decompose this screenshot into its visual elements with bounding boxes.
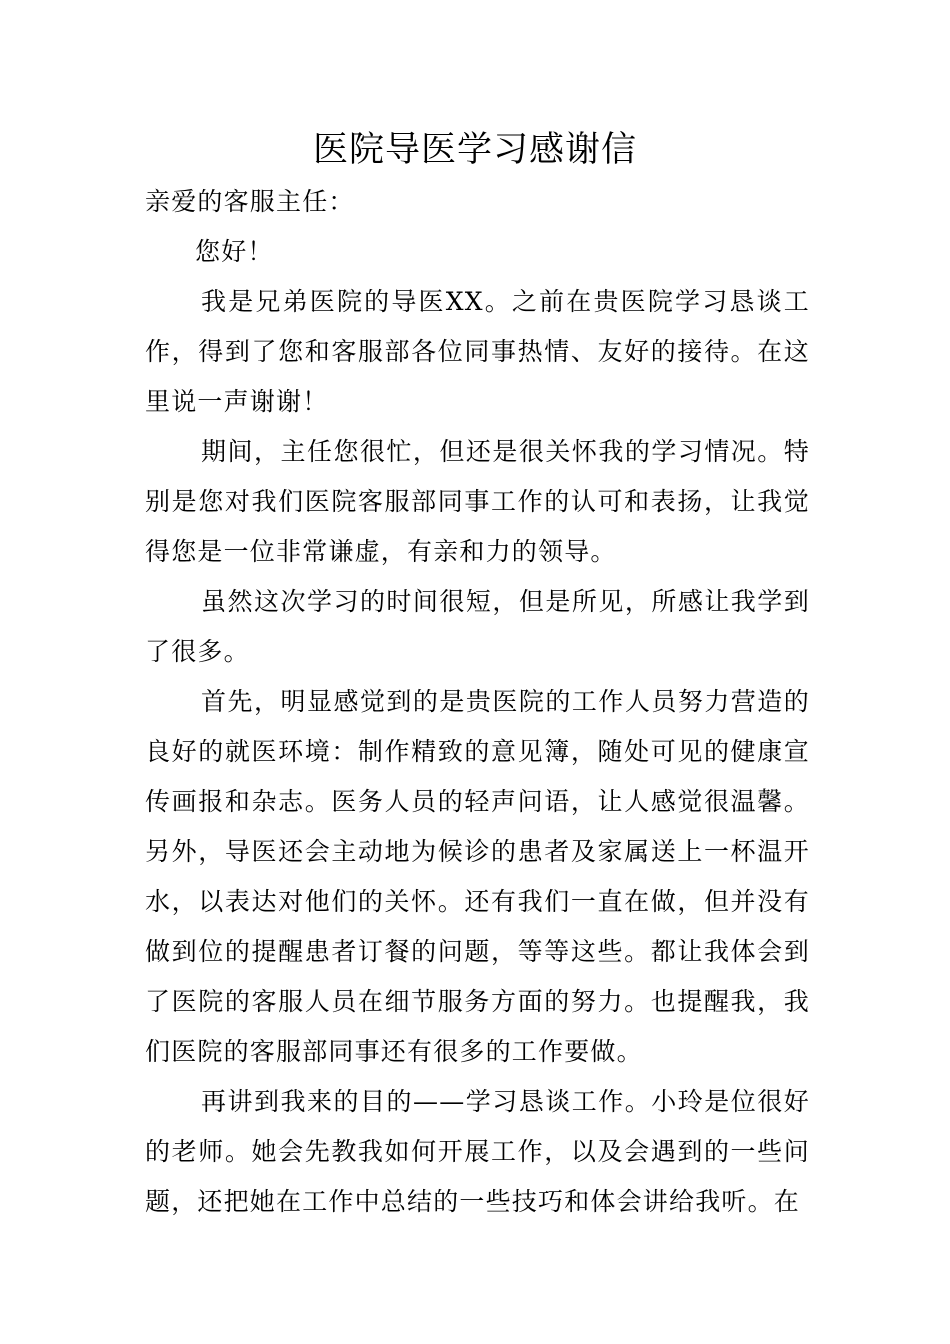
document-title: 医院导医学习感谢信 <box>312 130 637 170</box>
greeting: 您好！ <box>195 237 274 266</box>
paragraph-intro: 我是兄弟医院的导医XX。之前在贵医院学习恳谈工作，得到了您和客服部各位同事热情、友好的接待。在这里说一声谢谢！ <box>145 287 810 416</box>
paragraph-director: 期间，主任您很忙，但还是很关怀我的学习情况。特别是您对我们医院客服部同事工作的认可和表扬，让我觉得您是一位非常谦虚，有亲和力的领导。 <box>145 437 810 566</box>
paragraph-purpose: 再讲到我来的目的——学习恳谈工作。小玲是位很好的老师。她会先教我如何开展工作，以及会遇到的一些问题，还把她在工作中总结的一些技巧和体会讲给我听。在 <box>145 1087 810 1216</box>
paragraph-learning: 虽然这次学习的时间很短，但是所见，所感让我学到了很多。 <box>145 587 810 666</box>
letter-body <box>145 177 810 1227</box>
salutation: 亲爱的客服主任： <box>145 187 355 216</box>
paragraph-environment: 首先，明显感觉到的是贵医院的工作人员努力营造的良好的就医环境：制作精致的意见簿，随处可见的健康宣传画报和杂志。医务人员的轻声问语，让人感觉很温馨。另外，导医还会主动地为候诊的患者及家属送上一杯温开水，以表达对他们的关怀。还有我们一直在做，但并没有做到位的提醒患者订餐的问题，等等这些。都让我体会到了医院的客服人员在细节服务方面的努力。也提醒我，我们医院的客服部同事还有很多的工作要做。 <box>145 687 810 1066</box>
